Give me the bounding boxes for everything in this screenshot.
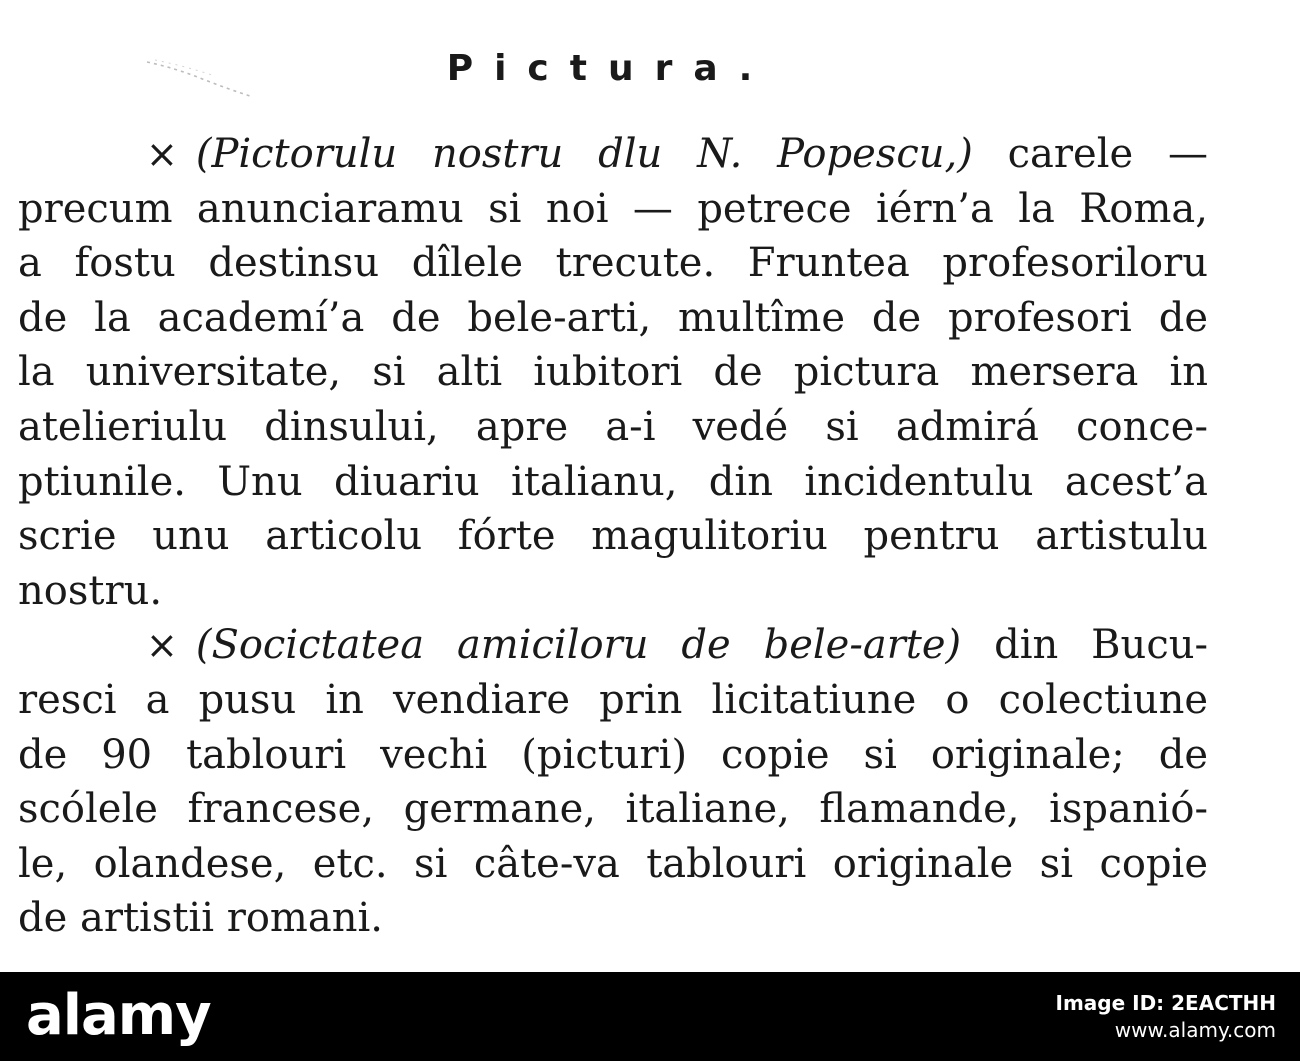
paragraph-1-heading: (Pictorulu nostru dlu N. Popescu,) (195, 131, 973, 177)
paragraph-2-line-5: le, olandese, etc. si câte-va tablouri originale si copie (18, 840, 1208, 887)
paragraph-2-line-2: resci a pusu in vendiare prin licitatiune o colectiune (18, 676, 1208, 723)
paragraph-1-line-6: atelieriulu dinsului, apre a-i vedé si admirá conce- (18, 403, 1208, 450)
section-mark-icon: × (146, 623, 178, 668)
paragraph-1-line-7: ptiunile. Unu diuariu italianu, din incidentulu acest’a (18, 458, 1208, 505)
paragraph-2-line-6: de artistii romani. (18, 895, 383, 942)
watermark-footer (0, 972, 1300, 1061)
article-title: Pictura. (446, 48, 774, 89)
paragraph-1-line-4: de la academí’a de bele-arti, multîme de profesori de (18, 294, 1208, 341)
section-mark-icon: × (146, 132, 178, 176)
paragraph-1-line-2: precum anunciaramu si noi — petrece iérn’a la Roma, (18, 185, 1208, 232)
paragraph-1-line-5: la universitate, si alti iubitori de pictura mersera in (18, 349, 1208, 396)
image-id: Image ID: 2EACTHH (1055, 991, 1276, 1015)
site-link[interactable]: www.alamy.com (1114, 1018, 1276, 1042)
paragraph-1-line-3: a fostu destinsu dîlele trecute. Fruntea profesoriloru (18, 240, 1208, 287)
paragraph-1-line-text: carele — (1007, 131, 1208, 177)
paragraph-1-line-1 (18, 127, 1208, 182)
paragraph-2-line-3: de 90 tablouri vechi (picturi) copie si originale; de (18, 731, 1208, 778)
paragraph-2-line-4: scólele francese, germane, italiane, flamande, ispanió- (18, 786, 1208, 833)
article-body (18, 127, 1208, 946)
paragraph-2-line-text: din Bucu- (994, 622, 1209, 669)
paragraph-1-line-8: scrie unu articolu fórte magulitoriu pentru artistulu (18, 513, 1208, 560)
image-info (1056, 990, 1276, 1044)
paragraph-1-line-9: nostru. (18, 567, 163, 614)
paragraph-2-heading: (Socictatea amiciloru de bele-arte) (195, 622, 962, 669)
paragraph-2-line-1 (18, 618, 1208, 673)
alamy-logo: alamy (26, 983, 211, 1048)
